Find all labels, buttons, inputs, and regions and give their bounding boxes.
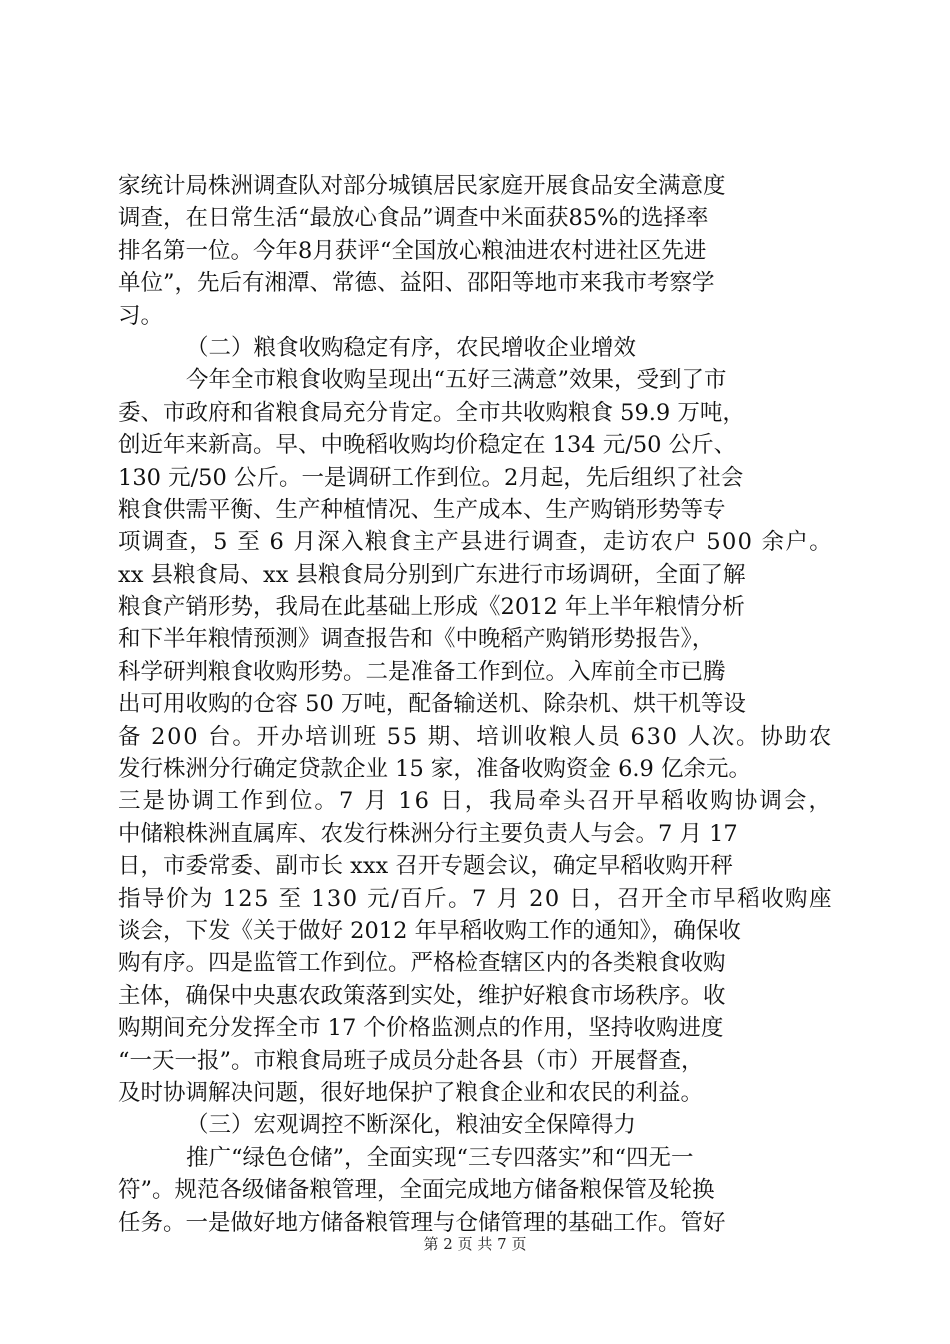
text-line: 发行株洲分行确定贷款企业 15 家，准备收购资金 6.9 亿余元。 [118,756,752,783]
text-line: 单位”，先后有湘潭、常德、益阳、邵阳等地市来我市考察学 [118,270,715,297]
text-line: 主体，确保中央惠农政策落到实处，维护好粮食市场秩序。收 [118,982,726,1009]
text-line: 委、市政府和省粮食局充分肯定。全市共收购粮食 59.9 万吨， [118,399,745,426]
text-line: 粮食产销形势，我局在此基础上形成《2012 年上半年粮情分析 [118,594,745,621]
text-line: 出可用收购的仓容 50 万吨，配备输送机、除杂机、烘干机等设 [118,691,746,718]
text-line: 推广“绿色仓储”，全面实现“三专四落实”和“四无一 [186,1144,694,1171]
text-line: 130 元/50 公斤。一是调研工作到位。2月起，先后组织了社会 [118,464,744,491]
page-footer: 第 2 页 共 7 页 [423,1235,527,1253]
text-line: 粮食供需平衡、生产种植情况、生产成本、生产购销形势等专 [118,496,726,523]
text-line: （三）宏观调控不断深化，粮油安全保障得力 [186,1112,637,1139]
text-line: 家统计局株洲调查队对部分城镇居民家庭开展食品安全满意度 [118,173,726,199]
text-line: 和下半年粮情预测》调查报告和《中晚稻产购销形势报告》， [118,626,715,653]
text-line: 指导价为 125 至 130 元/百斤。7 月 20 日，召开全市早稻收购座 [118,885,833,912]
text-line: xx 县粮食局、xx 县粮食局分别到广东进行市场调研，全面了解 [118,561,746,588]
text-line: 谈会，下发《关于做好 2012 年早稻收购工作的通知》，确保收 [118,917,741,944]
body-text [118,170,833,1239]
text-line: 及时协调解决问题，很好地保护了粮食企业和农民的利益。 [118,1079,704,1106]
text-line: （二）粮食收购稳定有序，农民增收企业增效 [186,334,637,361]
text-line: 购有序。四是监管工作到位。严格检查辖区内的各类粮食收购 [118,950,726,977]
text-line: 习。 [118,302,164,329]
text-line: 购期间充分发挥全市 17 个价格监测点的作用，坚持收购进度 [118,1015,724,1042]
text-line: 符”。规范各级储备粮管理，全面完成地方储备粮保管及轮换 [118,1177,715,1204]
text-line: 日，市委常委、副市长 xxx 召开专题会议，确定早稻收购开秤 [118,853,733,880]
text-line: 科学研判粮食收购形势。二是准备工作到位。入库前全市已腾 [118,658,726,685]
text-line: 创近年来新高。早、中晚稻收购均价稳定在 134 元/50 公斤、 [118,432,737,459]
text-line: 任务。一是做好地方储备粮管理与仓储管理的基础工作。管好 [118,1209,726,1236]
text-line: 调查，在日常生活“最放心食品”调查中米面获85%的选择率 [118,205,709,232]
text-line: “一天一报”。市粮食局班子成员分赴各县（市）开展督查， [118,1047,704,1074]
text-line: 三是协调工作到位。7 月 16 日，我局牵头召开早稻收购协调会， [118,788,833,815]
text-line: 今年全市粮食收购呈现出“五好三满意”效果，受到了市 [186,367,727,394]
text-line: 项调查，5 至 6 月深入粮食主产县进行调查，走访农户 500 余户。 [118,529,833,556]
text-line: 排名第一位。今年8月获评“全国放心粮油进农村进社区先进 [118,237,707,264]
text-line: 中储粮株洲直属库、农发行株洲分行主要负责人与会。7 月 17 [118,820,738,847]
text-line: 备 200 台。开办培训班 55 期、培训收粮人员 630 人次。协助农 [118,723,833,750]
